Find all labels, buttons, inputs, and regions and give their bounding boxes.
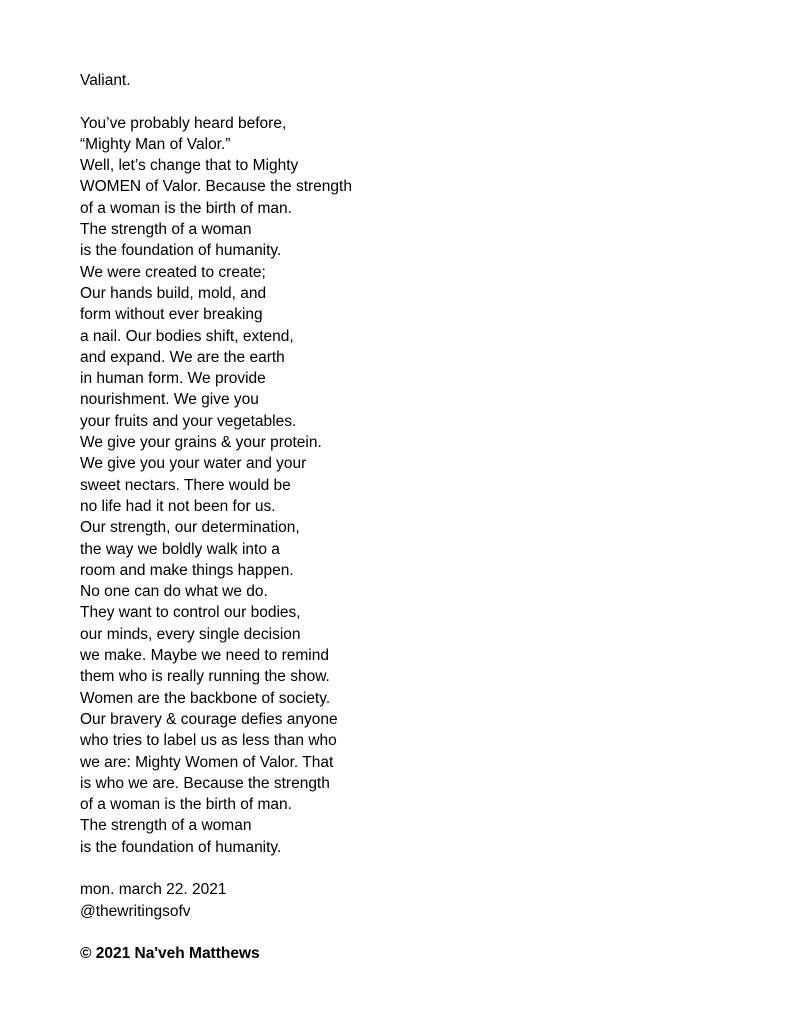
poem-line: is who we are. Because the strength: [80, 774, 330, 792]
poem-line: WOMEN of Valor. Because the strength: [80, 178, 352, 196]
poem-line: of a woman is the birth of man.: [80, 796, 292, 814]
poem-copyright: © 2021 Na'veh Matthews: [80, 945, 260, 963]
blank-line: [80, 922, 352, 943]
poem-line: in human form. We provide: [80, 370, 266, 388]
poem-line: nourishment. We give you: [80, 391, 259, 409]
poem-line: is the foundation of humanity.: [80, 242, 282, 260]
poem-line: your fruits and your vegetables.: [80, 412, 297, 430]
poem-line: room and make things happen.: [80, 561, 294, 579]
poem-line: is the foundation of humanity.: [80, 838, 282, 856]
poem-line: and expand. We are the earth: [80, 348, 285, 366]
poem-line: We give you your water and your: [80, 455, 307, 473]
blank-line: [80, 91, 352, 112]
poem-line: of a woman is the birth of man.: [80, 199, 292, 217]
poem-line: our minds, every single decision: [80, 625, 301, 643]
poem-line: we make. Maybe we need to remind: [80, 647, 329, 665]
poem-line: a nail. Our bodies shift, extend,: [80, 327, 294, 345]
poem-line: form without ever breaking: [80, 306, 263, 324]
poem-line: no life had it not been for us.: [80, 497, 276, 515]
poem-line: them who is really running the show.: [80, 668, 330, 686]
poem-line: sweet nectars. There would be: [80, 476, 291, 494]
poem-date: mon. march 22. 2021: [80, 881, 227, 899]
poem-line: Women are the backbone of society.: [80, 689, 331, 707]
poem-line: Our hands build, mold, and: [80, 284, 267, 302]
poem-title: Valiant.: [80, 72, 131, 89]
poem-line: “Mighty Man of Valor.”: [80, 135, 231, 153]
poem-line: the way we boldly walk into a: [80, 540, 280, 558]
poem-line: We give your grains & your protein.: [80, 434, 322, 452]
poem-line: We were created to create;: [80, 263, 266, 281]
poem-line: who tries to label us as less than who: [80, 732, 337, 750]
poem-content: [80, 70, 352, 964]
poem-line: The strength of a woman: [80, 221, 252, 239]
poem-line: You’ve probably heard before,: [80, 114, 287, 132]
poem-line: Our bravery & courage defies anyone: [80, 710, 338, 728]
poem-line: No one can do what we do.: [80, 583, 268, 601]
poem-line: we are: Mighty Women of Valor. That: [80, 753, 334, 771]
blank-line: [80, 858, 352, 879]
poem-body: [80, 113, 352, 858]
poem-line: Well, let’s change that to Mighty: [80, 157, 299, 175]
poem-line: The strength of a woman: [80, 817, 252, 835]
poem-line: They want to control our bodies,: [80, 604, 301, 622]
poem-line: Our strength, our determination,: [80, 519, 300, 537]
poem-author-handle: @thewritingsofv: [80, 902, 191, 920]
